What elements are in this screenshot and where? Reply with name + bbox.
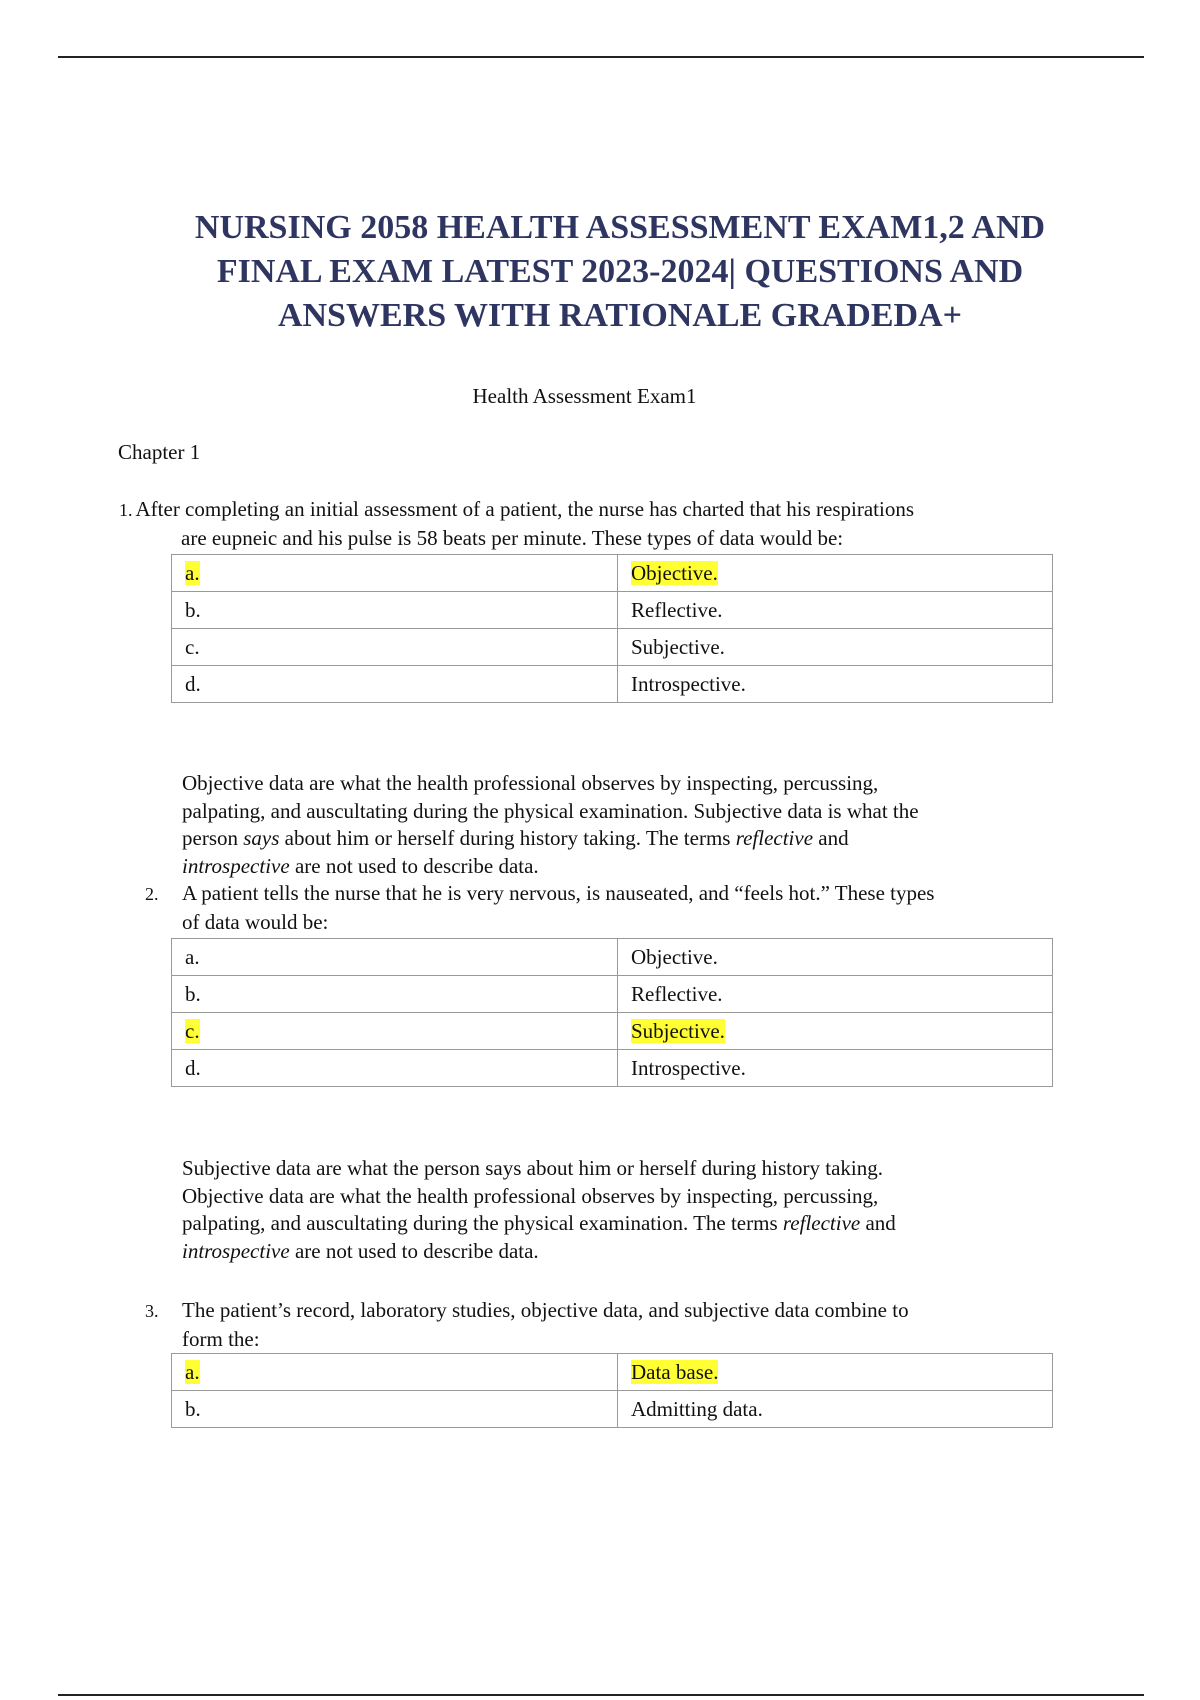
option-letter: c. — [185, 1018, 200, 1043]
question-3-options — [171, 1353, 1053, 1428]
option-row[interactable] — [172, 629, 1053, 666]
option-text: Objective. — [631, 560, 718, 585]
question-1-stem — [119, 496, 914, 552]
question-text: form the: — [182, 1326, 260, 1351]
option-text: Objective. — [631, 944, 718, 969]
rationale-line: Objective data are what the health professional observes by inspecting, percussing, — [182, 771, 879, 795]
rationale-line: palpating, and auscultating during the physical examination. Subjective data is what the — [182, 798, 919, 823]
option-letter: c. — [185, 634, 200, 659]
option-letter: a. — [185, 944, 200, 969]
option-row[interactable] — [172, 1013, 1053, 1050]
option-letter: a. — [185, 560, 200, 585]
option-text: Reflective. — [631, 981, 723, 1006]
option-letter: a. — [185, 1359, 200, 1384]
rationale-line: introspective are not used to describe data. — [182, 853, 539, 878]
option-text: Introspective. — [631, 1055, 746, 1080]
option-letter: b. — [185, 1396, 201, 1421]
option-row[interactable] — [172, 1050, 1053, 1087]
question-3-stem — [145, 1297, 909, 1353]
option-text: Data base. — [631, 1359, 719, 1384]
option-row[interactable] — [172, 939, 1053, 976]
question-2-rationale — [182, 1155, 896, 1265]
question-text: are eupneic and his pulse is 58 beats per minute. These types of data would be: — [181, 525, 844, 550]
option-row[interactable] — [172, 1354, 1053, 1391]
question-text: After completing an initial assessment of a patient, the nurse has charted that his respirations — [135, 497, 915, 521]
option-text: Introspective. — [631, 671, 746, 696]
question-text: The patient’s record, laboratory studies, objective data, and subjective data combine to — [182, 1298, 909, 1322]
rationale-line: Subjective data are what the person says about him or herself during history taking. — [182, 1156, 883, 1180]
question-text: of data would be: — [182, 909, 329, 934]
rationale-line: introspective are not used to describe data. — [182, 1238, 539, 1263]
rationale-line: palpating, and auscultating during the physical examination. The terms reflective and — [182, 1211, 896, 1235]
document-title — [80, 206, 1160, 338]
question-2-options — [171, 938, 1053, 1087]
question-1-options — [171, 554, 1053, 703]
rationale-line: Objective data are what the health professional observes by inspecting, percussing, — [182, 1183, 879, 1208]
option-row[interactable] — [172, 555, 1053, 592]
option-letter: d. — [185, 671, 201, 696]
question-number: 3. — [145, 1301, 159, 1321]
option-text: Admitting data. — [631, 1396, 763, 1421]
option-letter: b. — [185, 597, 201, 622]
bottom-rule — [58, 1694, 1144, 1696]
option-row[interactable] — [172, 592, 1053, 629]
option-text: Subjective. — [631, 1018, 725, 1043]
question-number: 1. — [119, 500, 133, 520]
exam-subtitle: Health Assessment Exam1 — [472, 384, 697, 408]
option-letter: d. — [185, 1055, 201, 1080]
option-row[interactable] — [172, 666, 1053, 703]
title-line: NURSING 2058 HEALTH ASSESSMENT EXAM1,2 AND — [194, 209, 1046, 246]
option-letter: b. — [185, 981, 201, 1006]
question-number: 2. — [145, 884, 159, 904]
question-1-rationale — [182, 770, 919, 880]
option-row[interactable] — [172, 976, 1053, 1013]
question-2-stem — [145, 880, 934, 936]
rationale-line: person says about him or herself during history taking. The terms reflective and — [182, 826, 849, 850]
question-text: A patient tells the nurse that he is very nervous, is nauseated, and “feels hot.” These types — [182, 881, 935, 905]
option-row[interactable] — [172, 1391, 1053, 1428]
top-rule — [58, 56, 1144, 58]
title-line: ANSWERS WITH RATIONALE GRADEDA+ — [277, 297, 963, 334]
option-text: Subjective. — [631, 634, 725, 659]
title-line: FINAL EXAM LATEST 2023-2024| QUESTIONS AND — [216, 253, 1024, 290]
chapter-heading: Chapter 1 — [118, 440, 201, 464]
option-text: Reflective. — [631, 597, 723, 622]
